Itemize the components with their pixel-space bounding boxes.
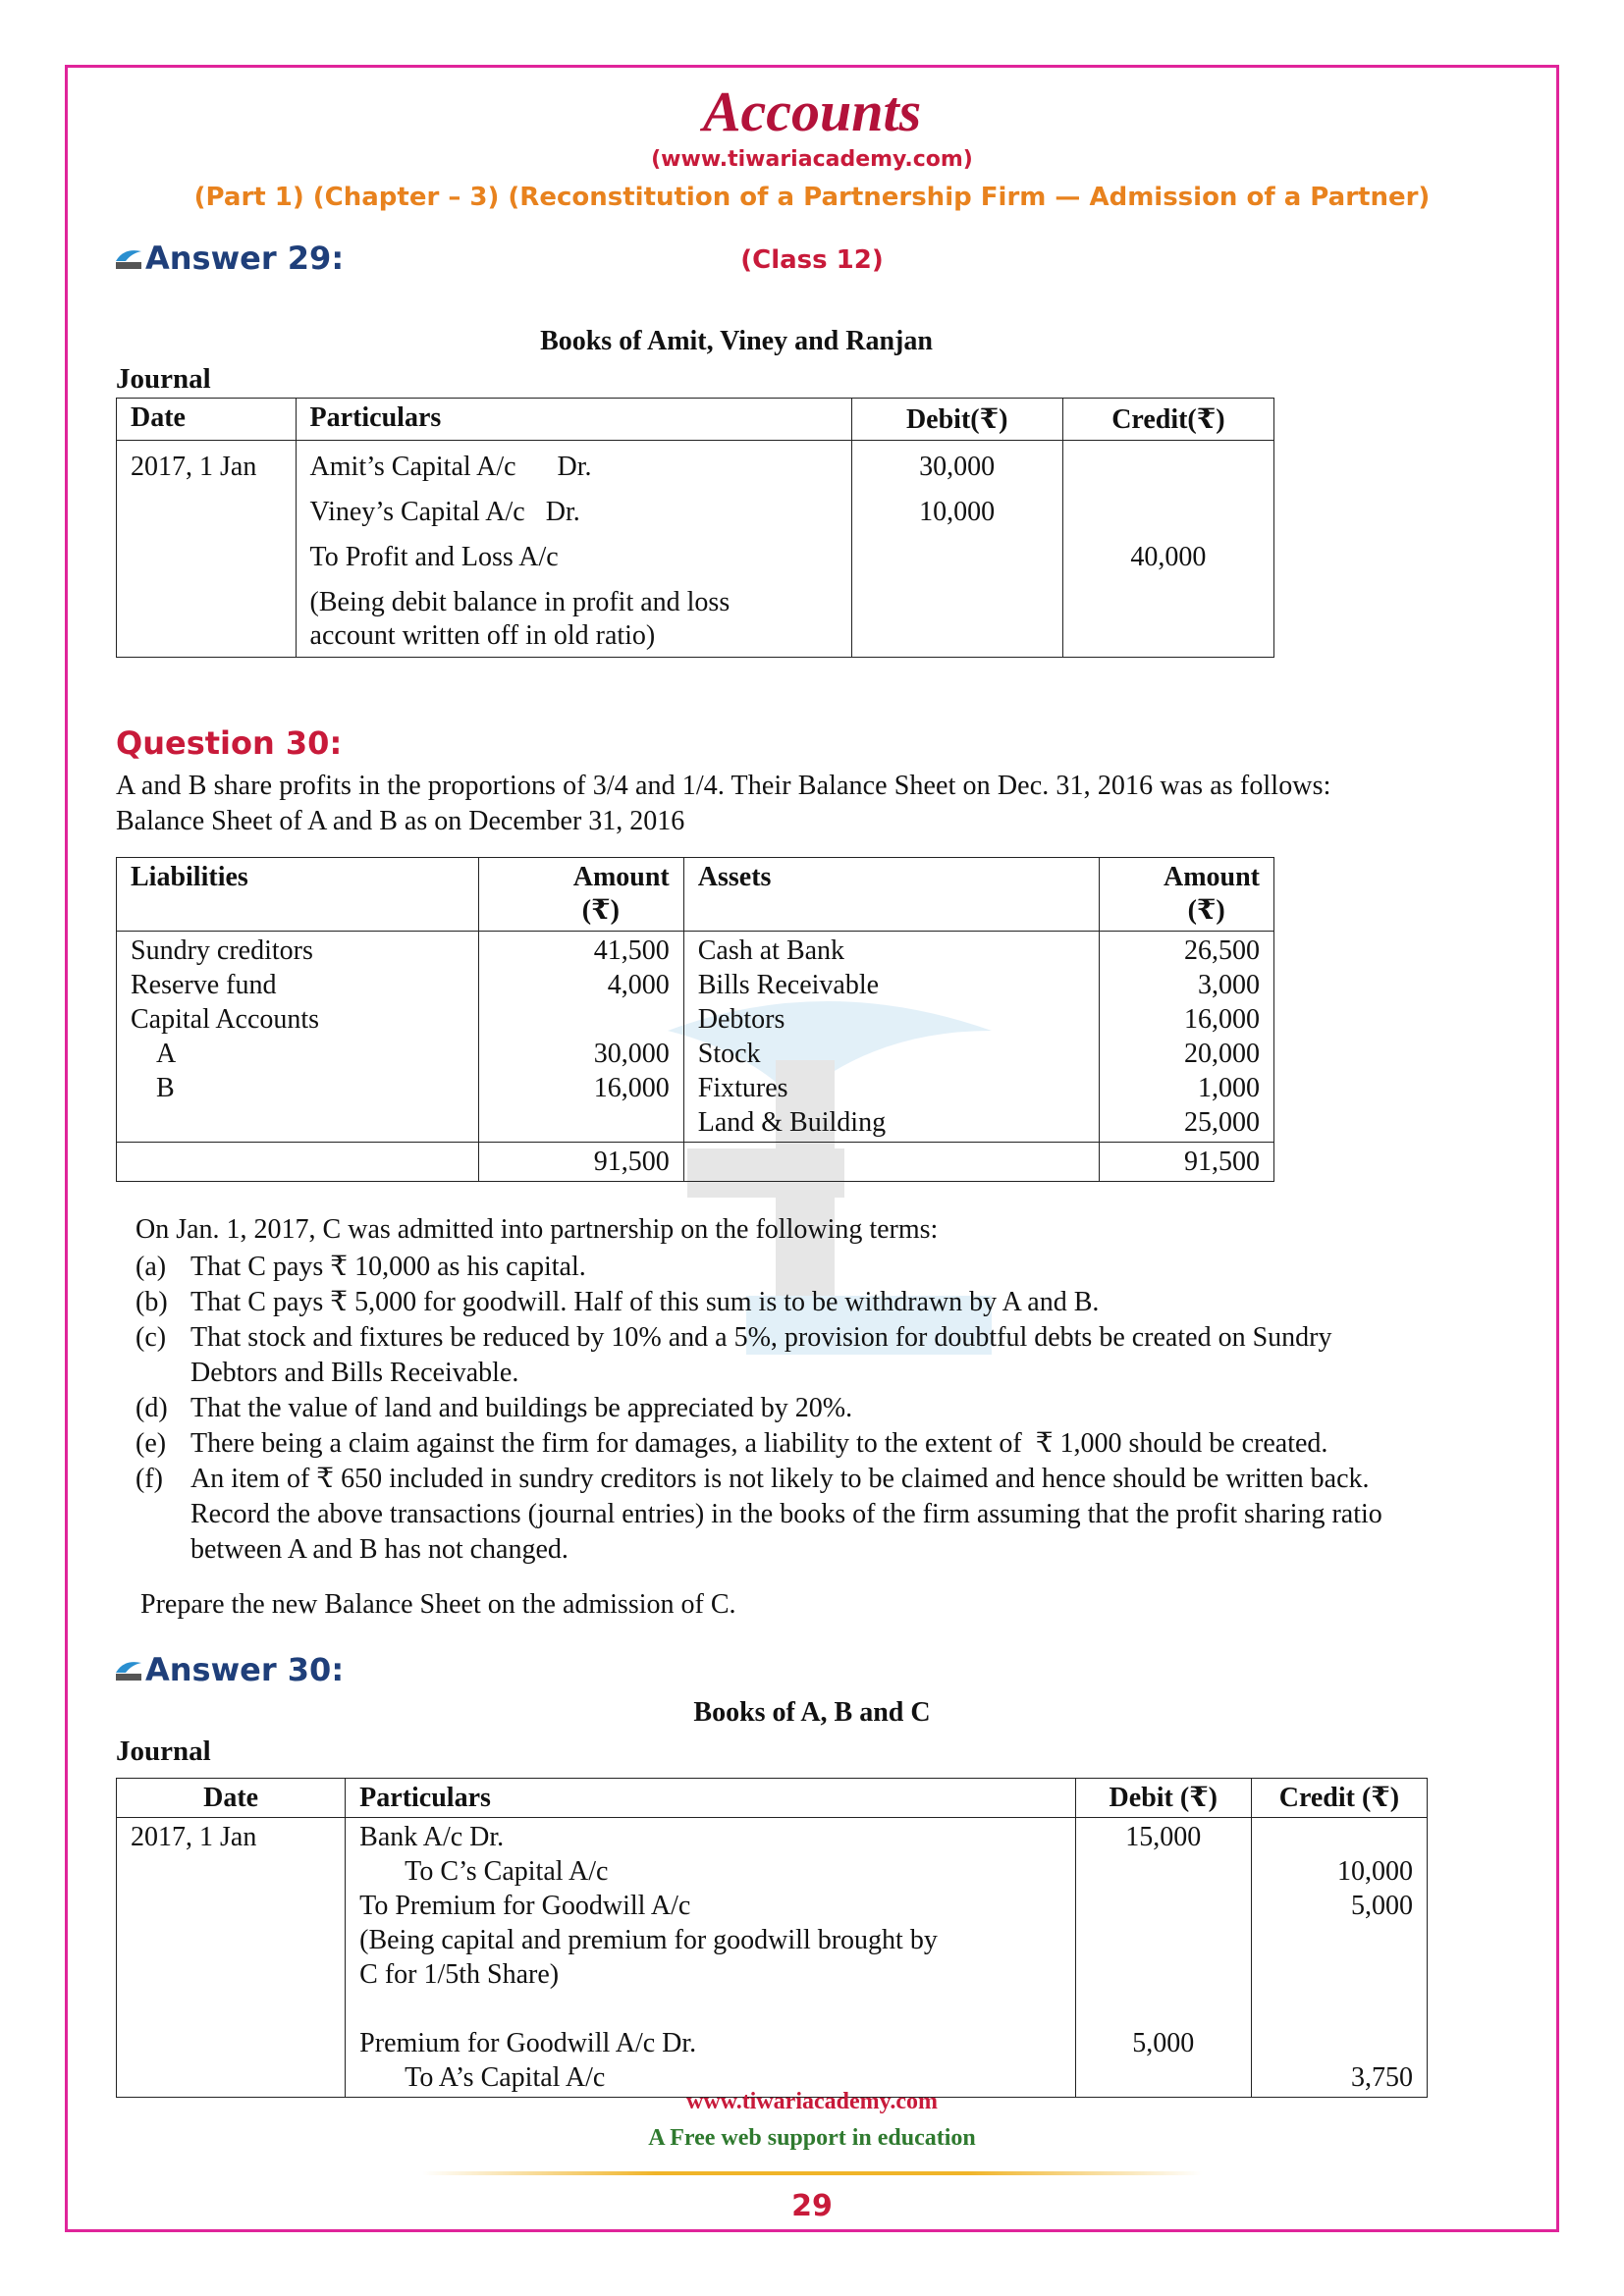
question-30-closing: Prepare the new Balance Sheet on the admission of C.: [140, 1589, 736, 1620]
question-30-intro: [116, 769, 1510, 839]
books-title-29: Books of Amit, Viney and Ranjan: [540, 326, 933, 356]
totals-row: [117, 1143, 1274, 1182]
table-row: [117, 932, 1274, 1143]
liab-amounts: 41,500 4,000 30,000 16,000: [478, 932, 683, 1143]
particular-line: Bank A/c Dr.: [359, 1822, 505, 1852]
list-item: (d) That the value of land and buildings be appreciated by 20%.: [135, 1393, 853, 1423]
credit-value: 40,000: [1130, 542, 1207, 572]
particular-line: Amit’s Capital A/c Dr.: [309, 452, 592, 482]
assets-list: Cash at Bank Bills Receivable Debtors Stock Fixtures Land & Building: [683, 932, 1100, 1143]
narration-line: (Being capital and premium for goodwill brought by: [359, 1925, 938, 1955]
credit-value: 3,750: [1351, 2062, 1413, 2093]
col-credit: Credit (₹): [1251, 1779, 1427, 1818]
particular-line: Premium for Goodwill A/c Dr.: [359, 2028, 697, 2058]
intro-line: A and B share profits in the proportions of 3/4 and 1/4. Their Balance Sheet on Dec. 31, 2016 was as follows:: [116, 771, 1331, 801]
col-particulars: Particulars: [296, 399, 851, 441]
liabilities-list: Sundry creditors Reserve fund Capital Accounts A B: [117, 932, 479, 1143]
col-assets: Assets: [683, 858, 1100, 932]
col-amount-assets: Amount (₹): [1100, 858, 1274, 932]
particular-line: To Profit and Loss A/c: [309, 542, 559, 572]
answer-30-heading: [114, 1651, 344, 1688]
asset-amounts: 26,500 3,000 16,000 20,000 1,000 25,000: [1100, 932, 1274, 1143]
debit-value: 10,000: [919, 497, 996, 527]
col-credit: Credit(₹): [1062, 399, 1273, 441]
terms-list: [135, 1250, 1510, 1568]
particular-line: Viney’s Capital A/c Dr.: [309, 497, 580, 527]
class-line: (Class 12): [740, 245, 884, 275]
col-particulars: Particulars: [346, 1779, 1076, 1818]
entry-debits: [851, 441, 1062, 658]
list-item: (b) That C pays ₹ 5,000 for goodwill. Half of this sum is to be withdrawn by A and B.: [135, 1287, 1100, 1317]
col-amount-liab: Amount (₹): [478, 858, 683, 932]
col-date: Date: [117, 1779, 346, 1818]
footer-divider: [422, 2171, 1202, 2175]
total-liabilities: 91,500: [478, 1143, 683, 1182]
footer-tagline: A Free web support in education: [648, 2125, 976, 2151]
credit-value: 10,000: [1337, 1856, 1413, 1887]
intro-line: Balance Sheet of A and B as on December 31, 2016: [116, 806, 685, 836]
entry-particulars: [346, 1818, 1076, 2098]
table-header-row: [117, 858, 1274, 932]
journal-table-29: [116, 398, 1274, 658]
balance-sheet-table: [116, 857, 1274, 1182]
header-url[interactable]: (www.tiwariacademy.com): [651, 147, 973, 172]
particular-line: To Premium for Goodwill A/c: [359, 1891, 691, 1921]
col-date: Date: [117, 399, 297, 441]
entry-date: 2017, 1 Jan: [117, 1818, 346, 2098]
particular-line: To A’s Capital A/c: [405, 2062, 606, 2093]
table-row: [117, 441, 1274, 658]
narration-line: account written off in old ratio): [309, 620, 656, 651]
chapter-line: (Part 1) (Chapter – 3) (Reconstitution of a Partnership Firm — Admission of a Partner): [193, 183, 1431, 212]
journal-label-30: Journal: [116, 1735, 211, 1767]
entry-date: 2017, 1 Jan: [117, 441, 297, 658]
narration-line: C for 1/5th Share): [359, 1959, 560, 1990]
debit-value: 30,000: [919, 452, 996, 482]
entry-particulars: [296, 441, 851, 658]
entry-credit: [1062, 441, 1273, 658]
answer-30-label: Answer 30:: [145, 1651, 345, 1688]
total-assets: 91,500: [1100, 1143, 1274, 1182]
credit-value: 5,000: [1351, 1891, 1413, 1921]
col-debit: Debit(₹): [851, 399, 1062, 441]
footer-url[interactable]: www.tiwariacademy.com: [686, 2089, 938, 2114]
list-item: (f) An item of ₹ 650 included in sundry creditors is not likely to be claimed and hence should be written back. Record the above transactions (journal entries) in the books of the firm assuming that the profit sharing ratio between A and B has not changed.: [135, 1464, 1382, 1565]
answer-29-heading: [114, 240, 344, 277]
table-row: [117, 1818, 1428, 2098]
table-header-row: [117, 1779, 1428, 1818]
books-title-30: Books of A, B and C: [693, 1697, 931, 1728]
question-30-heading: Question 30:: [116, 724, 343, 762]
journal-table-30: [116, 1778, 1428, 2098]
entry-credits: [1251, 1818, 1427, 2098]
tiwari-logo-icon: [114, 1659, 143, 1682]
journal-label-29: Journal: [116, 363, 211, 395]
narration-line: (Being debit balance in profit and loss: [309, 587, 731, 617]
col-debit: Debit (₹): [1075, 1779, 1251, 1818]
terms-intro: On Jan. 1, 2017, C was admitted into partnership on the following terms:: [135, 1214, 939, 1245]
col-liabilities: Liabilities: [117, 858, 479, 932]
list-item: (c) That stock and fixtures be reduced by 10% and a 5%, provision for doubtful debts be created on Sundry Debtors and Bills Receivable.: [135, 1322, 1332, 1388]
page-title: Accounts: [702, 80, 922, 143]
list-item: (a) That C pays ₹ 10,000 as his capital.: [135, 1252, 586, 1282]
debit-value: 15,000: [1125, 1822, 1202, 1852]
list-item: (e) There being a claim against the firm for damages, a liability to the extent of ₹ 1,000 should be created.: [135, 1428, 1328, 1459]
page-number: 29: [791, 2189, 833, 2223]
tiwari-logo-icon: [114, 247, 143, 271]
particular-line: To C’s Capital A/c: [405, 1856, 609, 1887]
table-header-row: [117, 399, 1274, 441]
entry-debits: [1075, 1818, 1251, 2098]
debit-value: 5,000: [1132, 2028, 1195, 2058]
answer-29-label: Answer 29:: [145, 240, 345, 277]
